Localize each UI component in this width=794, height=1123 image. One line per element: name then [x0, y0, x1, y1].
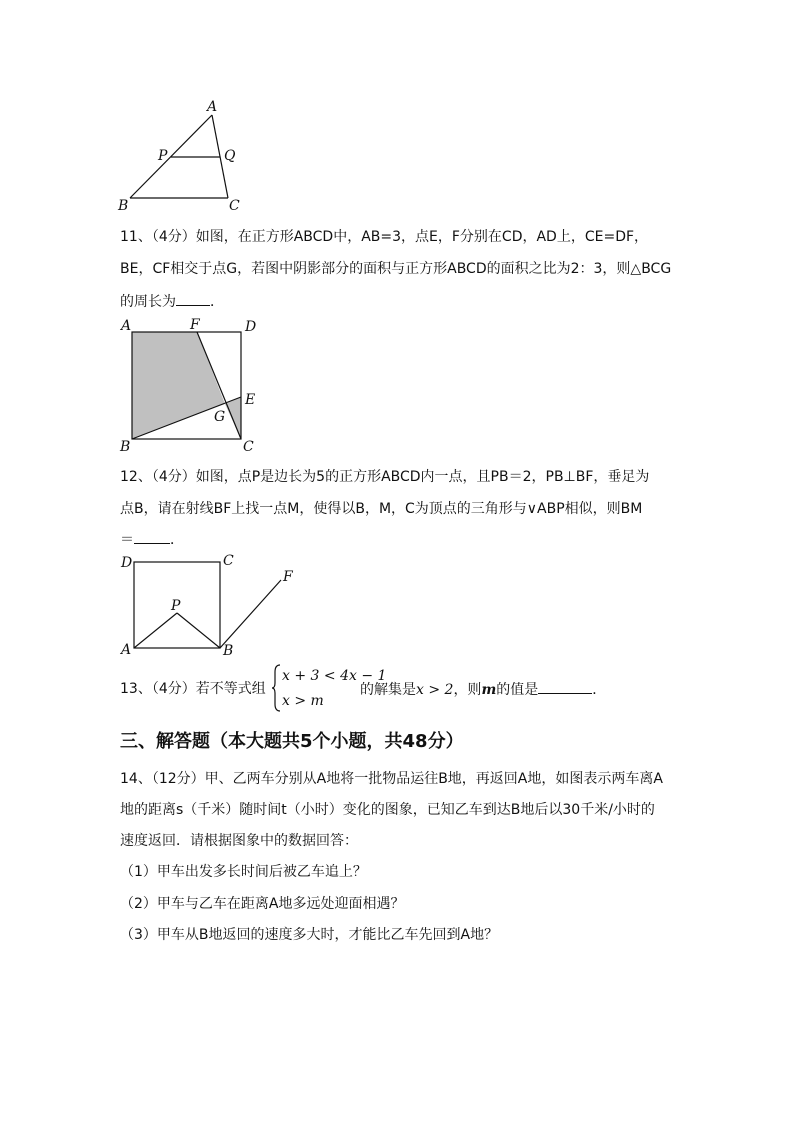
answer-blank — [538, 679, 592, 694]
q12-line3-text: ＝ — [120, 532, 134, 548]
label-p: P — [171, 598, 181, 614]
q14-line2: 地的距离s（千米）随时间t（小时）变化的图象，已知乙车到达B地后以30千米/小时的 — [120, 802, 655, 818]
label-q: Q — [224, 148, 236, 164]
q12-line3-end: ． — [170, 532, 184, 548]
label-g: G — [214, 409, 226, 425]
label-c: C — [229, 198, 240, 214]
q14-line1: 14、（12分）甲、乙两车分别从A地将一批物品运往B地，再返回A地，如图表示两车离A — [120, 771, 663, 787]
label-c: C — [223, 553, 234, 569]
ray-bf — [220, 580, 281, 648]
label-f: F — [283, 569, 293, 585]
inequality-1: x + 3 < 4x − 1 — [282, 668, 387, 684]
q14-sub1: （1）甲车出发多长时间后被乙车追上？ — [120, 864, 367, 880]
label-b: B — [120, 439, 131, 455]
label-a: A — [121, 642, 132, 658]
label-c: C — [243, 439, 254, 455]
q14-sub2: （2）甲车与乙车在距离A地多远处迎面相遇？ — [120, 896, 405, 912]
label-d: D — [121, 555, 133, 571]
inequality-2: x > m — [282, 693, 324, 709]
solution-set: x > 2 — [416, 682, 454, 698]
variable-m: m — [481, 682, 497, 698]
q13-mid2: ，则 — [453, 682, 482, 698]
segment-pb — [177, 613, 220, 648]
label-d: D — [245, 319, 257, 335]
q13-rest — [360, 679, 606, 700]
q12-line2: 点B，请在射线BF上找一点M，使得以B，M，C为顶点的三角形与∨ABP相似，则BM — [120, 501, 643, 517]
label-b: B — [118, 198, 129, 214]
q13-suffix: 的值是 — [496, 682, 539, 698]
q13-prefix: 13、（4分）若不等式组 — [120, 681, 266, 697]
inequality-system — [272, 664, 387, 712]
q11-line3-text: 的周长为 — [120, 294, 176, 310]
q11-line3-end: ． — [210, 294, 224, 310]
left-brace-icon — [272, 664, 282, 712]
q12-line1: 12、（4分）如图，点P是边长为5的正方形ABCD内一点，且PB＝2，PB⊥BF，垂足为 — [120, 469, 650, 485]
section-heading: 三、解答题（本大题共5个小题，共48分） — [120, 731, 464, 752]
label-f: F — [190, 317, 200, 333]
q14-sub3: （3）甲车从B地返回的速度多大时，才能比乙车先回到A地？ — [120, 927, 499, 943]
q13-mid: 的解集是 — [360, 682, 416, 698]
q11-line1: 11、（4分）如图，在正方形ABCD中，AB=3，点E，F分别在CD，AD上，CE=DF， — [120, 229, 649, 245]
label-b: B — [223, 643, 234, 659]
q14-line3: 速度返回．请根据图象中的数据回答： — [120, 833, 358, 849]
label-p: P — [158, 148, 168, 164]
label-a: A — [121, 318, 132, 334]
segment-ap — [134, 613, 177, 648]
label-e: E — [245, 392, 256, 408]
q11-line2: BE，CF相交于点G，若图中阴影部分的面积与正方形ABCD的面积之比为2：3，则△BCG — [120, 261, 672, 277]
q13-end: ． — [592, 682, 607, 698]
label-a: A — [207, 99, 218, 115]
